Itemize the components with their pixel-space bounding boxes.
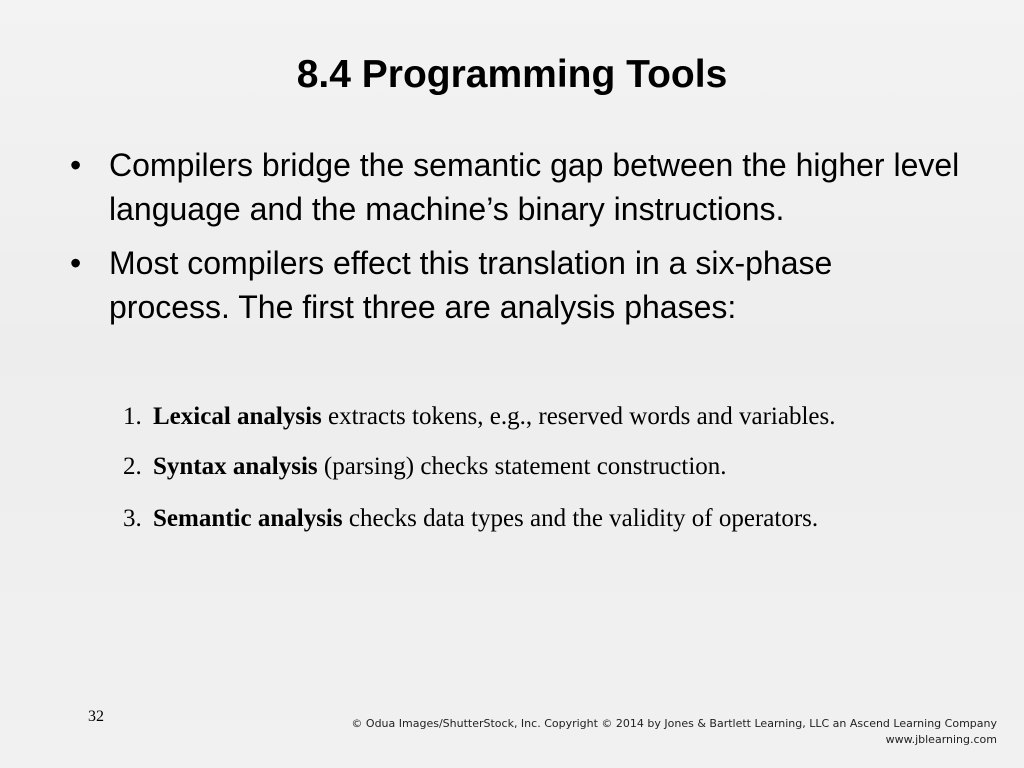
- bullet-item: [70, 241, 960, 329]
- bullet-text: Compilers bridge the semantic gap between the higher level language and the machine’s binary instructions.: [109, 147, 960, 227]
- phase-list: [123, 398, 923, 538]
- phase-number: 1.: [123, 403, 142, 430]
- copyright-notice: [351, 716, 997, 748]
- slide-title: 8.4 Programming Tools: [296, 53, 728, 96]
- phase-item: [123, 398, 923, 436]
- copyright-line: © Odua Images/ShutterStock, Inc. Copyright © 2014 by Jones & Bartlett Learning, LLC an Ascend Learning Company: [351, 717, 997, 730]
- phase-description: extracts tokens, e.g., reserved words and variables.: [321, 403, 836, 430]
- phase-number: 3.: [123, 505, 142, 532]
- phase-description: (parsing) checks statement construction.: [317, 453, 727, 480]
- phase-term: Lexical analysis: [153, 403, 322, 430]
- phase-item: [123, 500, 923, 538]
- bullet-item: [70, 143, 960, 231]
- phase-item: [123, 448, 923, 486]
- bullet-list: [70, 143, 960, 339]
- phase-term: Semantic analysis: [153, 505, 343, 532]
- phase-term: Syntax analysis: [153, 453, 318, 480]
- phase-number: 2.: [123, 453, 142, 480]
- bullet-marker: •: [70, 245, 82, 281]
- page-number: 32: [88, 708, 104, 725]
- bullet-marker: •: [70, 147, 82, 183]
- publisher-url: www.jblearning.com: [885, 733, 997, 746]
- phase-description: checks data types and the validity of operators.: [342, 505, 819, 532]
- bullet-text: Most compilers effect this translation in a six-phase process. The first three are analysis phases:: [109, 245, 833, 325]
